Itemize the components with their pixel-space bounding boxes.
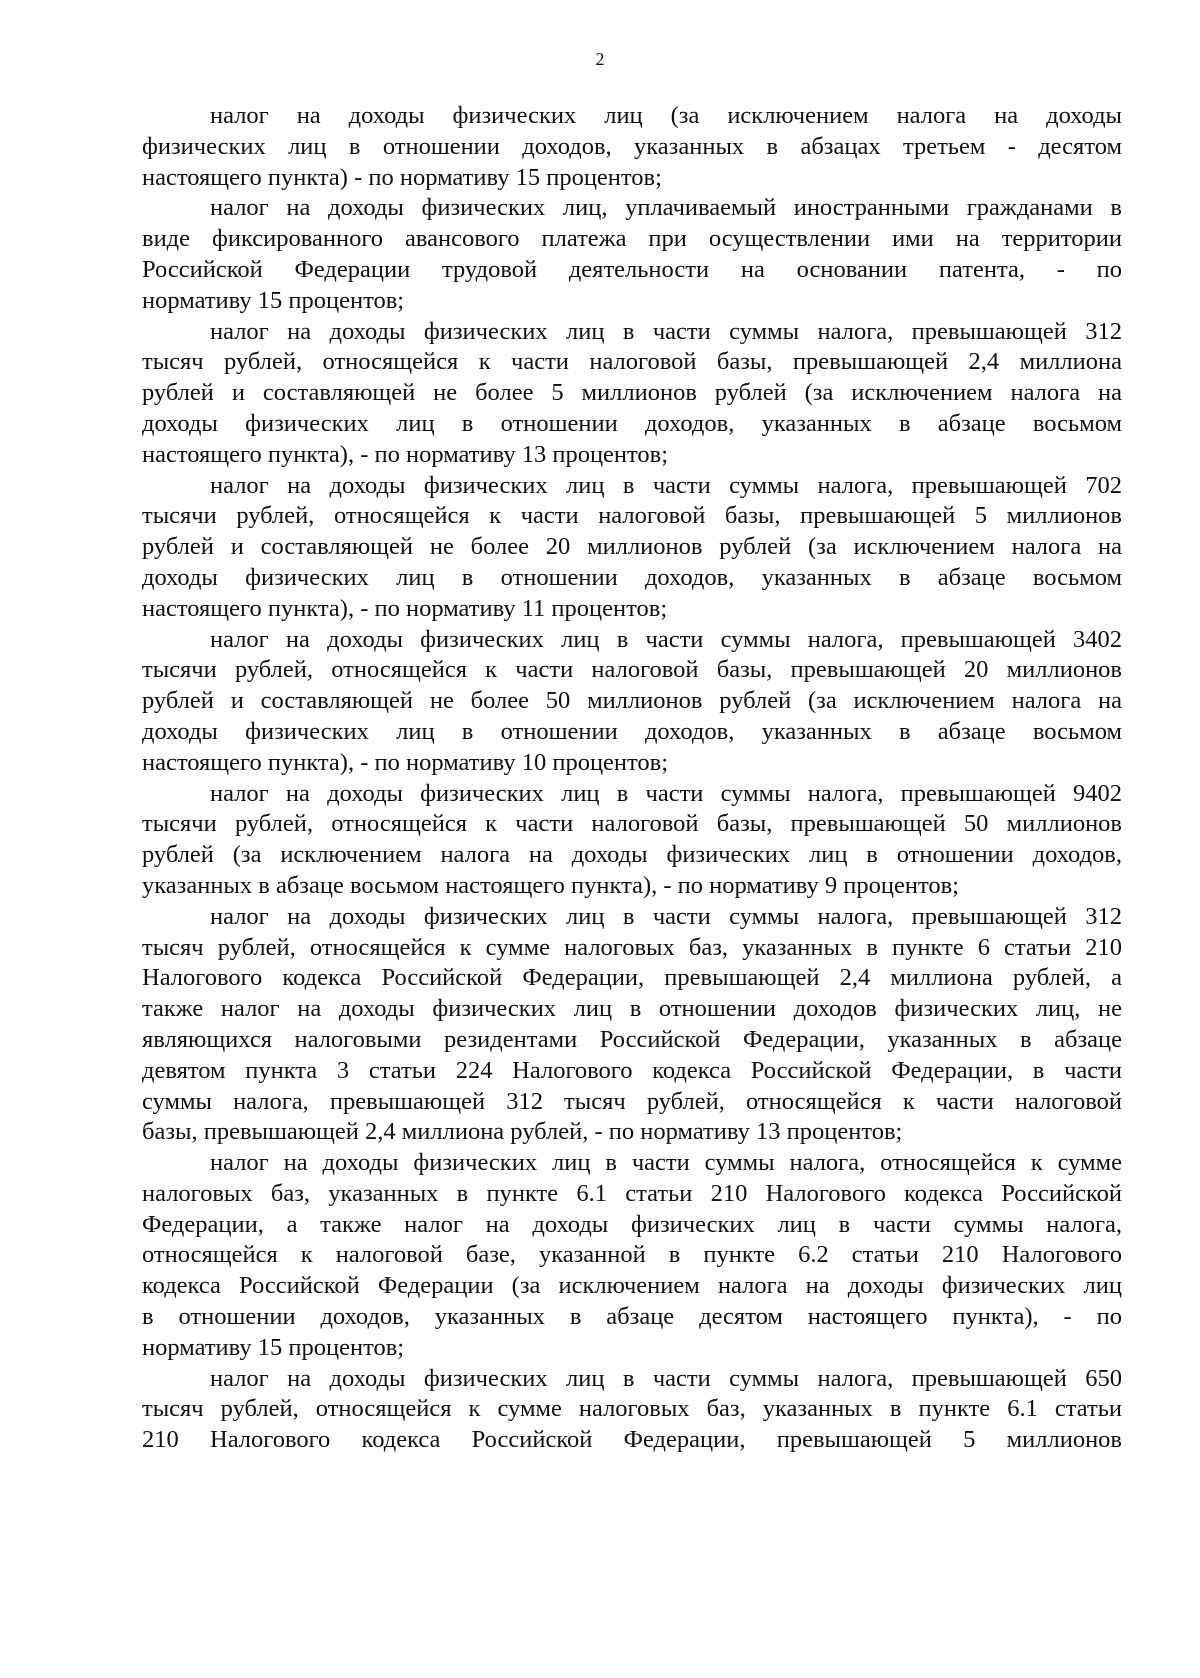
paragraph [142, 471, 1122, 625]
paragraph-line: тысячи рублей, относящейся к части налоговой базы, превышающей 5 миллионов [142, 502, 1122, 530]
paragraph-line: настоящего пункта), - по нормативу 11 процентов; [142, 594, 668, 622]
paragraph-line: доходы физических лиц в отношении доходов, указанных в абзаце восьмом [142, 409, 1122, 437]
paragraph [142, 1364, 1122, 1456]
paragraph-line: являющихся налоговыми резидентами Российской Федерации, указанных в абзаце [142, 1025, 1122, 1053]
paragraph-line: в отношении доходов, указанных в абзаце десятом настоящего пункта), - по [142, 1303, 1122, 1331]
paragraph-line: рублей и составляющей не более 5 миллионов рублей (за исключением налога на [142, 379, 1122, 407]
paragraph-line: налог на доходы физических лиц в части суммы налога, превышающей 9402 [210, 779, 1122, 807]
paragraph [142, 779, 1122, 902]
paragraph-line: Российской Федерации трудовой деятельности на основании патента, - по [142, 255, 1122, 283]
paragraph-line: налог на доходы физических лиц, уплачиваемый иностранными гражданами в [210, 194, 1122, 222]
paragraph [142, 193, 1122, 316]
paragraph-line: Федерации, а также налог на доходы физических лиц в части суммы налога, [142, 1210, 1122, 1238]
paragraph-line: относящейся к налоговой базе, указанной в пункте 6.2 статьи 210 Налогового [142, 1241, 1122, 1269]
paragraph-line: налог на доходы физических лиц в части суммы налога, превышающей 3402 [210, 625, 1122, 653]
paragraph-line: кодекса Российской Федерации (за исключением налога на доходы физических лиц [142, 1272, 1122, 1300]
paragraph-line: девятом пункта 3 статьи 224 Налогового кодекса Российской Федерации, в части [142, 1056, 1122, 1084]
paragraph-line: доходы физических лиц в отношении доходов, указанных в абзаце восьмом [142, 717, 1122, 745]
paragraph [142, 101, 1122, 193]
paragraph-line: также налог на доходы физических лиц в отношении доходов физических лиц, не [142, 995, 1122, 1023]
paragraph-line: виде фиксированного авансового платежа при осуществлении ими на территории [142, 225, 1122, 253]
document-body [142, 101, 1122, 1456]
paragraph-line: 210 Налогового кодекса Российской Федерации, превышающей 5 миллионов [142, 1426, 1122, 1454]
paragraph-line: рублей (за исключением налога на доходы физических лиц в отношении доходов, [142, 841, 1122, 869]
paragraph-line: рублей и составляющей не более 50 миллионов рублей (за исключением налога на [142, 687, 1122, 715]
paragraph-line: налог на доходы физических лиц в части суммы налога, превышающей 650 [210, 1364, 1122, 1392]
paragraph-line: тысяч рублей, относящейся к сумме налоговых баз, указанных в пункте 6 статьи 210 [142, 933, 1122, 961]
paragraph [142, 1148, 1122, 1364]
page-number: 2 [595, 49, 605, 69]
paragraph-line: указанных в абзаце восьмом настоящего пункта), - по нормативу 9 процентов; [142, 871, 959, 899]
paragraph-line: базы, превышающей 2,4 миллиона рублей, - по нормативу 13 процентов; [142, 1118, 903, 1146]
paragraph-line: настоящего пункта), - по нормативу 10 процентов; [142, 748, 669, 776]
paragraph-line: нормативу 15 процентов; [142, 286, 405, 314]
paragraph-line: тысячи рублей, относящейся к части налоговой базы, превышающей 50 миллионов [142, 810, 1122, 838]
paragraph-line: Налогового кодекса Российской Федерации, превышающей 2,4 миллиона рублей, а [142, 964, 1122, 992]
paragraph-line: настоящего пункта), - по нормативу 13 процентов; [142, 440, 669, 468]
paragraph-line: налог на доходы физических лиц в части суммы налога, превышающей 312 [210, 902, 1122, 930]
paragraph-line: налог на доходы физических лиц в части суммы налога, превышающей 702 [210, 471, 1122, 499]
paragraph-line: физических лиц в отношении доходов, указанных в абзацах третьем - десятом [142, 132, 1122, 160]
paragraph-line: нормативу 15 процентов; [142, 1333, 405, 1361]
paragraph-line: налоговых баз, указанных в пункте 6.1 статьи 210 Налогового кодекса Российской [142, 1179, 1122, 1207]
paragraph-line: тысячи рублей, относящейся к части налоговой базы, превышающей 20 миллионов [142, 656, 1122, 684]
paragraph-line: настоящего пункта) - по нормативу 15 процентов; [142, 163, 662, 191]
paragraph [142, 902, 1122, 1148]
paragraph-line: тысяч рублей, относящейся к части налоговой базы, превышающей 2,4 миллиона [142, 348, 1122, 376]
paragraph-line: тысяч рублей, относящейся к сумме налоговых баз, указанных в пункте 6.1 статьи [142, 1395, 1122, 1423]
paragraph [142, 317, 1122, 471]
paragraph-line: налог на доходы физических лиц в части суммы налога, относящейся к сумме [210, 1149, 1122, 1177]
paragraph [142, 625, 1122, 779]
paragraph-line: налог на доходы физических лиц в части суммы налога, превышающей 312 [210, 317, 1122, 345]
paragraph-line: налог на доходы физических лиц (за исключением налога на доходы [210, 102, 1122, 129]
paragraph-line: доходы физических лиц в отношении доходов, указанных в абзаце восьмом [142, 563, 1122, 591]
paragraph-line: суммы налога, превышающей 312 тысяч рублей, относящейся к части налоговой [142, 1087, 1122, 1115]
paragraph-line: рублей и составляющей не более 20 миллионов рублей (за исключением налога на [142, 533, 1122, 561]
